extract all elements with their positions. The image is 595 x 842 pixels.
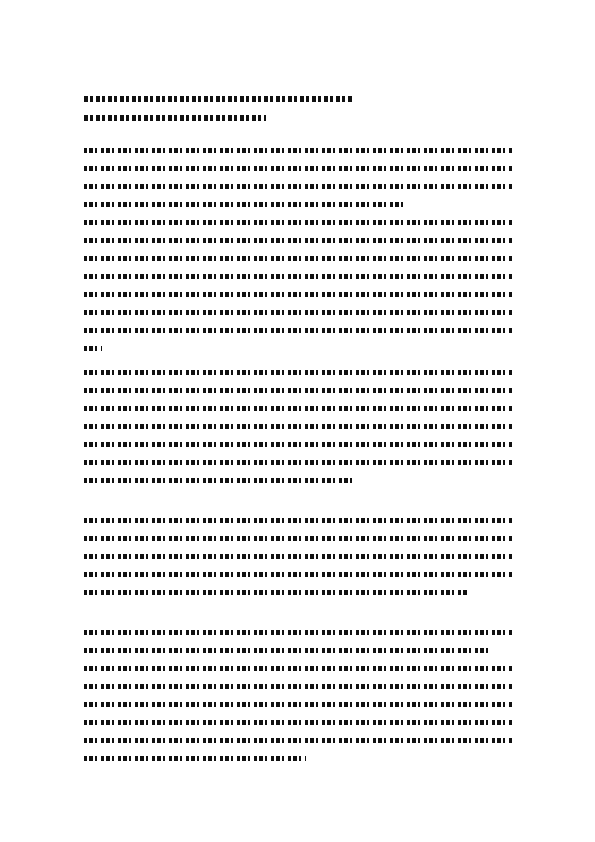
text-line [84,720,512,725]
text-line [84,572,512,577]
paragraph-3 [84,518,512,608]
text-line [84,684,512,689]
text-line [84,666,512,671]
text-line [84,554,512,559]
text-line [84,370,512,375]
text-line [84,424,512,429]
text-line [84,518,512,523]
text-line [84,292,512,297]
text-line [84,238,512,243]
paragraph-4 [84,630,512,774]
text-line [84,442,512,447]
text-line [84,256,512,261]
document-heading [84,96,514,134]
text-line [84,388,512,393]
text-line [84,202,404,207]
text-line [84,738,512,743]
text-line [84,536,512,541]
text-line [84,184,512,189]
heading-line-2 [84,115,266,121]
text-line [84,166,512,171]
text-line [84,590,468,595]
text-line [84,478,354,483]
text-line [84,702,512,707]
text-line [84,460,512,465]
text-line [84,328,512,333]
text-line [84,756,306,761]
text-line [84,406,512,411]
text-line [84,220,512,225]
text-line [84,346,102,351]
paragraph-2 [84,370,512,496]
paragraph-1 [84,148,512,364]
text-line [84,148,512,153]
text-line [84,310,512,315]
text-line [84,648,488,653]
text-line [84,630,512,635]
heading-line-1 [84,96,354,102]
text-line [84,274,512,279]
